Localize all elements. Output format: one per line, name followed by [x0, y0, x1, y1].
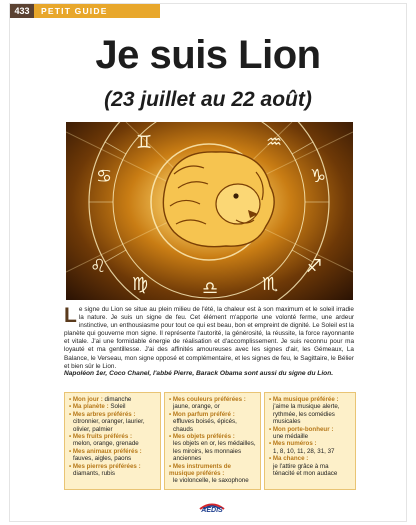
- info-item: [69, 463, 156, 478]
- svg-text:♋: ♋: [96, 166, 113, 187]
- info-value: effluves boisés, épicés, chauds: [173, 418, 237, 433]
- info-label: Mes objets préférés :: [172, 433, 235, 441]
- celebrities-line: Napoléon 1er, Coco Chanel, l'abbé Pierre, Barack Obama sont aussi du signe du Lion.: [64, 370, 334, 377]
- info-value: les objets en or, les médailles, les miroirs, les monnaies anciennes: [173, 440, 256, 463]
- bullet-icon: •: [169, 396, 173, 403]
- svg-text:♐: ♐: [306, 256, 323, 277]
- svg-text:♌: ♌: [90, 256, 107, 277]
- info-item: [269, 440, 351, 455]
- bullet-icon: •: [69, 462, 73, 470]
- info-label: Mes instruments de musique préférés :: [169, 462, 231, 478]
- info-item: [69, 403, 156, 410]
- info-value: citronnier, oranger, laurier, olivier, palmier: [73, 418, 145, 433]
- info-item: [69, 411, 156, 433]
- info-value: melon, orange, grenade: [73, 440, 139, 448]
- info-label: Mes couleurs préférées :: [172, 396, 246, 403]
- series-label: PETIT GUIDE: [41, 6, 108, 16]
- info-value: fauves, aigles, paons: [73, 455, 132, 463]
- bullet-icon: •: [269, 396, 273, 403]
- info-value: je l'attire grâce à ma ténacité et mon audace: [273, 462, 338, 478]
- info-label: Ma chance :: [272, 455, 309, 463]
- info-item: [169, 433, 256, 463]
- svg-text:♑: ♑: [310, 166, 327, 187]
- info-value: j'aime la musique alerte, rythmée, les comédies musicales: [273, 403, 340, 426]
- bullet-icon: •: [69, 433, 73, 441]
- info-label: Mon porte-bonheur :: [272, 425, 334, 433]
- svg-text:♊: ♊: [136, 132, 153, 153]
- info-item: [169, 411, 256, 433]
- bullet-icon: •: [69, 396, 73, 403]
- guide-number-badge: 433: [10, 4, 34, 18]
- page-subtitle: (23 juillet au 22 août): [104, 88, 312, 111]
- bullet-icon: •: [169, 433, 173, 441]
- info-label: Mes pierres préférées :: [72, 462, 141, 470]
- info-item: [69, 396, 156, 403]
- info-item: [269, 426, 351, 441]
- info-value: 1, 8, 10, 11, 28, 31, 37: [273, 447, 335, 455]
- intro-paragraph: [64, 306, 354, 371]
- info-label: Mes numéros :: [272, 440, 317, 448]
- info-value: le violoncelle, le saxophone: [173, 477, 249, 485]
- info-value: dimanche: [104, 396, 132, 403]
- bullet-icon: •: [69, 447, 73, 455]
- dropcap: L: [64, 304, 77, 327]
- bullet-icon: •: [269, 440, 273, 448]
- info-label: Mes arbres préférés :: [72, 410, 136, 418]
- svg-text:♏: ♏: [262, 274, 279, 295]
- info-label: Ma planète :: [72, 403, 109, 411]
- info-label: Mes animaux préférés :: [72, 447, 142, 455]
- svg-text:♎: ♎: [202, 278, 219, 299]
- svg-text:♍: ♍: [132, 274, 149, 295]
- guide-page: [10, 4, 406, 521]
- info-box-2: [164, 392, 261, 490]
- header-band: [10, 4, 160, 18]
- info-value: Soleil: [110, 403, 126, 411]
- page-title: Je suis Lion: [95, 33, 321, 77]
- bullet-icon: •: [269, 455, 273, 463]
- info-box-1: [64, 392, 161, 490]
- bullet-icon: •: [169, 410, 173, 418]
- info-item: [169, 463, 256, 485]
- bullet-icon: •: [69, 403, 73, 411]
- bullet-icon: •: [169, 462, 173, 470]
- info-item: [69, 448, 156, 463]
- info-label: Mon parfum préféré :: [172, 410, 235, 418]
- info-item: [169, 396, 256, 411]
- bullet-icon: •: [69, 410, 73, 418]
- info-label: Ma musique préférée :: [272, 396, 339, 403]
- info-item: [269, 396, 351, 426]
- info-value: une médaille: [273, 433, 309, 441]
- info-item: [269, 455, 351, 477]
- svg-text:♒: ♒: [266, 132, 283, 153]
- publisher-name: AEDIS: [201, 507, 223, 514]
- intro-text: e signe du Lion se situe au plein milieu de l'été, la chaleur est à son maximum et le soleil irradie la nature. Je suis un signe de feu. Cet élément m'apporte une volonté ferme, une ardeur instinctive, un enthousiasme pour tout ce qui est beau, bon et empreint de dignité. Le Soleil est la planète qui gouverne mon signe. Il représente l'autorité, la générosité, la réussite, la force rayonnante et vitale. J'ai une formidable énergie de réalisation et d'accomplissement. Je suis reconnu pour ma loyauté et ma gentillesse. J'ai des affinités amoureuses avec les signes d'air, les Gémeaux, La Balance, le Verseau, mon signe opposé et complémentaire, et les signes de feu, le Sagittaire, le Bélier et bien sûr le Lion.: [64, 306, 354, 370]
- info-item: [69, 433, 156, 448]
- info-label: Mes fruits préférés :: [72, 433, 133, 441]
- publisher-logo: [194, 500, 230, 516]
- lion-zodiac-illustration: [66, 122, 353, 300]
- info-box-3: [264, 392, 356, 490]
- info-label: Mon jour :: [72, 396, 103, 403]
- info-value: diamants, rubis: [73, 470, 115, 478]
- bullet-icon: •: [269, 425, 273, 433]
- info-value: jaune, orange, or: [173, 403, 220, 411]
